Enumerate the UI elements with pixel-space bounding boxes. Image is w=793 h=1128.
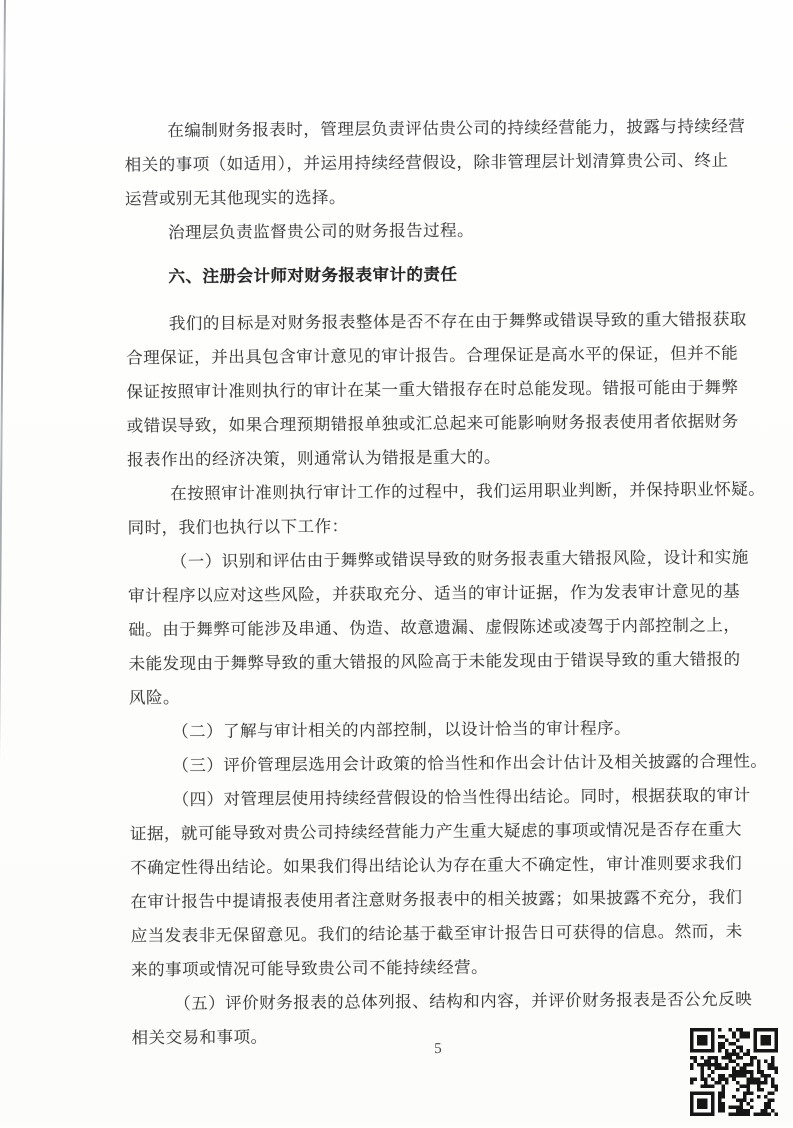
paragraph [129, 711, 749, 750]
text-line: 或错误导致，如果合理预期错报单独或汇总起来可能影响财务报表使用者依据财务 [126, 411, 739, 436]
paragraph [130, 779, 752, 988]
paragraph [128, 541, 749, 716]
text-line: 报表作出的经济决策，则通常认为错报是重大的。 [126, 447, 502, 470]
document-body [124, 110, 768, 1056]
text-line: 我们的目标是对财务报表整体是否不存在由于舞弊或错误导致的重大错报获取 [168, 309, 747, 334]
text-line: 在编制财务报表时，管理层负责评估贵公司的持续经营能力，披露与持续经营 [167, 116, 746, 141]
text-line: 合理保证，并出具包含审计意见的审计报告。合理保证是高水平的保证，但并不能 [126, 343, 739, 368]
text-line: （四）对管理层使用持续经营假设的恰当性得出结论。同时，根据获取的审计 [172, 785, 751, 810]
paragraph [126, 303, 747, 478]
text-line: 来的事项或情况可能导致贵公司不能持续经营。 [130, 957, 489, 980]
paragraph [124, 110, 745, 217]
text-line: 治理层负责监督贵公司的财务报告过程。 [168, 220, 475, 243]
text-line: （二）了解与审计相关的内部控制，以设计恰当的审计程序。 [171, 718, 632, 742]
text-line: 在审计报告中提请报表使用者注意财务报表中的相关披露；如果披露不充分，我们 [130, 887, 743, 912]
paragraph [129, 745, 768, 784]
text-line: （一）识别和评估由于舞弊或错误导致的财务报表重大错报风险，设计和实施 [170, 547, 749, 572]
text-line: 础。由于舞弊可能涉及串通、伪造、故意遗漏、虚假陈述或凌驾于内部控制之上， [128, 615, 741, 640]
page-number: 5 [434, 1040, 442, 1058]
text-line: 风险。 [128, 688, 180, 708]
text-line: 保证按照审计准则执行的审计在某一重大错报存在时总能发现。错报可能由于舞弊 [126, 377, 739, 402]
section-heading [125, 256, 745, 295]
text-line: 相关交易和事项。 [131, 1027, 268, 1048]
paragraph [125, 212, 745, 251]
text-line: 同时，我们也执行以下工作： [127, 516, 349, 538]
text-line: 应当发表非无保留意见。我们的结论基于截至审计报告日可获得的信息。然而，未 [130, 921, 743, 946]
text-line: 不确定性得出结论。如果我们得出结论认为存在重大不确定性，审计准则要求我们 [130, 853, 743, 878]
paragraph [127, 473, 766, 546]
text-line: （三）评价管理层选用会计政策的恰当性和作出会计估计及相关披露的合理性。 [172, 751, 768, 776]
text-line: 未能发现由于舞弊导致的重大错报的风险高于未能发现由于错误导致的重大错报的 [128, 649, 741, 674]
text-line: 运营或别无其他现实的选择。 [124, 187, 347, 209]
text-line: 在按照审计准则执行审计工作的过程中，我们运用职业判断，并保持职业怀疑。 [170, 479, 766, 504]
text-line: 证据，就可能导致对贵公司持续经营能力产生重大疑虑的事项或情况是否存在重大 [129, 819, 743, 844]
text-line: 相关的事项（如适用），并运用持续经营假设，除非管理层计划清算贵公司、终止 [124, 150, 729, 175]
scan-edge-line [0, 0, 6, 1128]
text-line: 六、注册会计师对财务报表审计的责任 [168, 264, 458, 287]
text-line: （五）评价财务报表的总体列报、结构和内容，并评价财务报表是否公允反映 [174, 989, 753, 1014]
qr-code [690, 1028, 778, 1116]
text-line: 审计程序以应对这些风险，并获取充分、适当的审计证据，作为发表审计意见的基 [128, 581, 741, 606]
